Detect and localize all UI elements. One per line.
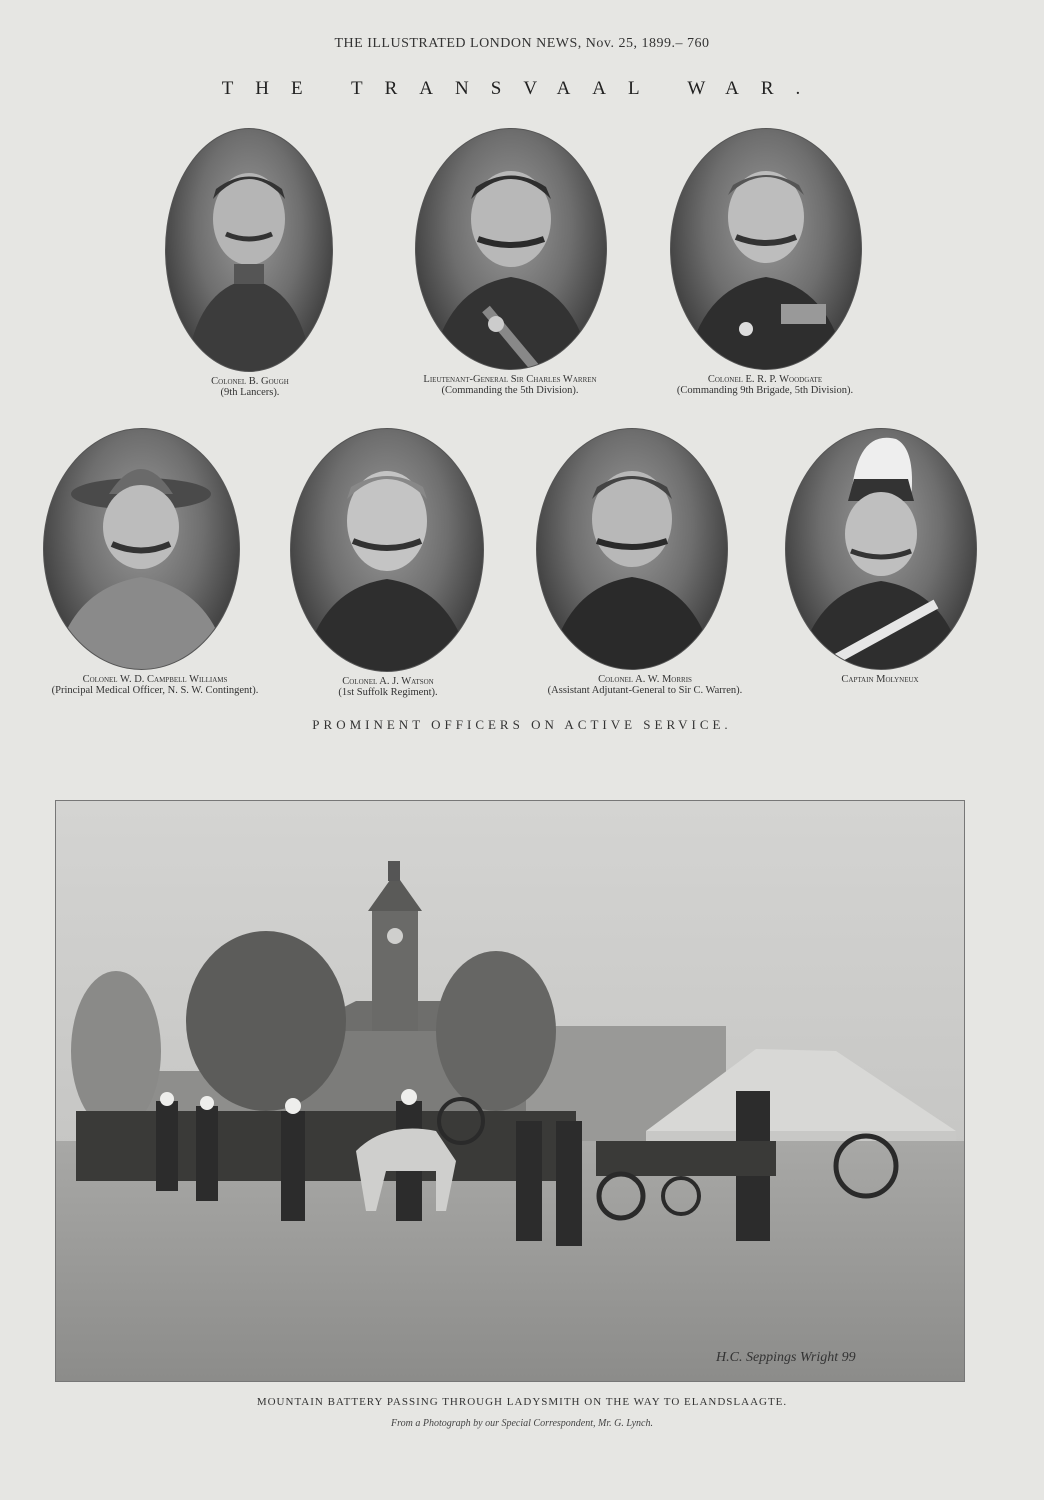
portrait-name: Captain Molyneux bbox=[841, 674, 919, 685]
portrait-watson bbox=[288, 428, 488, 698]
plate-credit: From a Photograph by our Special Correspondent, Mr. G. Lynch. bbox=[391, 1418, 653, 1429]
portrait-name: Colonel E. R. P. Woodgate bbox=[707, 374, 823, 385]
portrait-photo bbox=[43, 428, 240, 670]
portrait-photo bbox=[415, 128, 607, 370]
portrait-woodgate bbox=[665, 128, 865, 396]
portrait-sub: (9th Lancers). bbox=[220, 387, 280, 398]
portrait-photo bbox=[165, 128, 333, 372]
portrait-sub: (Commanding the 5th Division). bbox=[441, 385, 579, 396]
portrait-sub: (Assistant Adjutant-General to Sir C. Warren). bbox=[547, 685, 743, 696]
portrait-photo bbox=[785, 428, 977, 670]
illustration-mountain-battery bbox=[55, 800, 965, 1382]
portraits-heading: PROMINENT OFFICERS ON ACTIVE SERVICE. bbox=[312, 717, 732, 732]
portrait-photo bbox=[290, 428, 484, 672]
artist-signature: H.C. Seppings Wright 99 bbox=[716, 1350, 856, 1365]
portrait-morris bbox=[530, 428, 760, 696]
portrait-gough bbox=[165, 128, 335, 398]
portrait-warren bbox=[405, 128, 615, 396]
portrait-name: Colonel B. Gough bbox=[211, 376, 289, 387]
portrait-photo bbox=[536, 428, 728, 670]
page-title: THE TRANSVAAL WAR. bbox=[221, 78, 823, 99]
portrait-sub: (Principal Medical Officer, N. S. W. Contingent). bbox=[51, 685, 259, 696]
masthead: THE ILLUSTRATED LONDON NEWS, Nov. 25, 1899.– 760 bbox=[334, 36, 710, 51]
portrait-name: Colonel A. J. Watson bbox=[342, 676, 434, 687]
portrait-name: Lieutenant-General Sir Charles Warren bbox=[423, 374, 597, 385]
portrait-campbell-williams bbox=[40, 428, 270, 696]
portrait-sub: (Commanding 9th Brigade, 5th Division). bbox=[676, 385, 854, 396]
portrait-name: Colonel W. D. Campbell Williams bbox=[82, 674, 228, 685]
portrait-photo bbox=[670, 128, 862, 370]
portrait-molyneux bbox=[780, 428, 980, 685]
plate-caption: MOUNTAIN BATTERY PASSING THROUGH LADYSMITH ON THE WAY TO ELANDSLAAGTE. bbox=[256, 1396, 788, 1408]
portrait-sub: (1st Suffolk Regiment). bbox=[338, 687, 438, 698]
portrait-name: Colonel A. W. Morris bbox=[598, 674, 692, 685]
